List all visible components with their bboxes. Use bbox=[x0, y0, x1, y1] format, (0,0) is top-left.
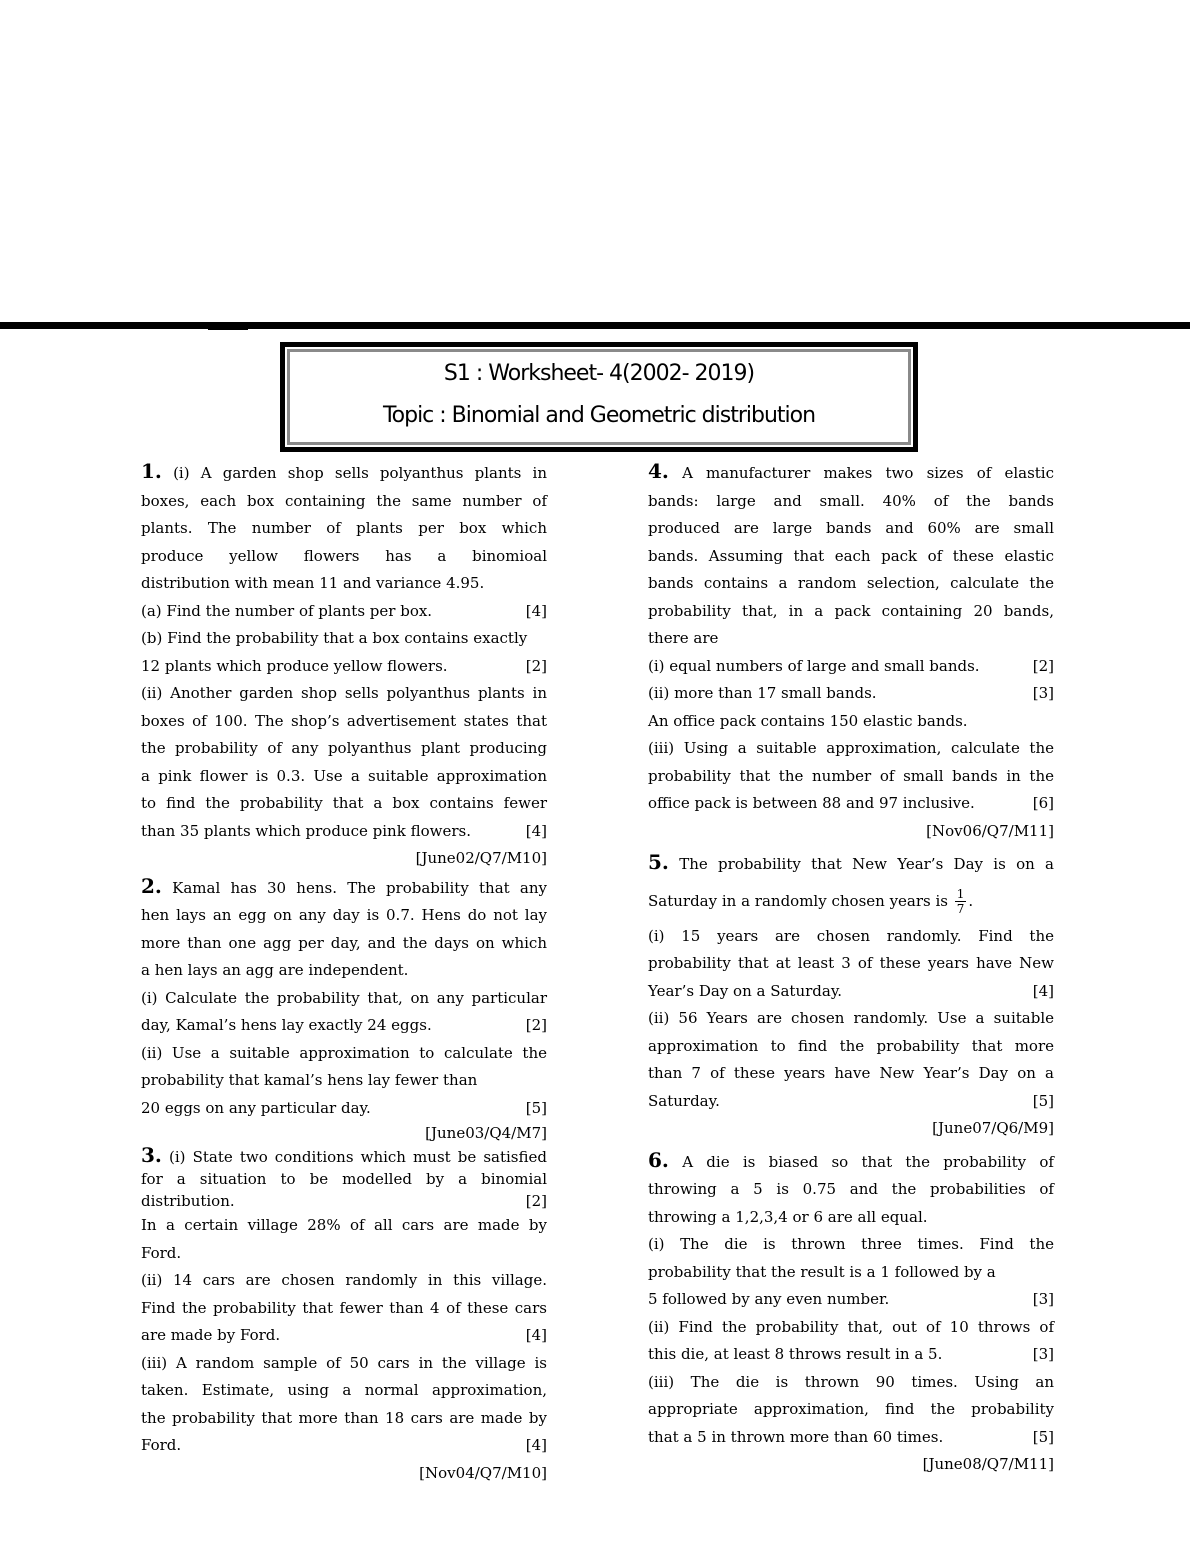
fraction-numerator: 1 bbox=[956, 887, 965, 901]
part-text: the probability of any polyanthus plant producing bbox=[141, 739, 547, 757]
part-text: (i) State two conditions which must be satisfied bbox=[168, 1148, 547, 1166]
part-text: to find the probability that a box contains fewer bbox=[141, 794, 547, 812]
source-reference: [Nov06/Q7/M11] bbox=[926, 821, 1054, 840]
marks: [4] bbox=[525, 1326, 547, 1344]
part-text: (ii) Another garden shop sells polyanthus plants in bbox=[141, 684, 547, 702]
part-text: probability that the number of small bands in the bbox=[648, 766, 1054, 785]
question-text: (i) A garden shop sells polyanthus plants in bbox=[173, 464, 547, 482]
part-text: (iii) Using a suitable approximation, calculate the bbox=[648, 739, 1054, 757]
part-text: day, Kamal’s hens lay exactly 24 eggs. bbox=[141, 1016, 432, 1034]
part-text: for a situation to be modelled by a binomial bbox=[141, 1170, 547, 1188]
question-text: hen lays an egg on any day is 0.7. Hens do not lay bbox=[141, 906, 547, 924]
part-text: a pink flower is 0.3. Use a suitable approximation bbox=[141, 766, 547, 785]
marks: [5] bbox=[1032, 1091, 1054, 1110]
question-number: 2. bbox=[141, 873, 162, 898]
right-column bbox=[648, 458, 1054, 1479]
part-text: this die, at least 8 throws result in a 5. bbox=[648, 1345, 943, 1363]
part-text: (ii) 14 cars are chosen randomly in this village. bbox=[141, 1271, 547, 1289]
part-text: that a 5 in thrown more than 60 times. bbox=[648, 1427, 944, 1446]
question-text: produce yellow flowers has a binomioal bbox=[141, 546, 547, 565]
left-column bbox=[141, 458, 547, 1487]
source-reference: [June08/Q7/M11] bbox=[922, 1455, 1054, 1473]
part-text: 20 eggs on any particular day. bbox=[141, 1098, 371, 1117]
question-5 bbox=[648, 849, 1054, 1143]
marks: [5] bbox=[1032, 1427, 1054, 1446]
question-text-end: . bbox=[968, 891, 974, 910]
marks: [4] bbox=[525, 821, 547, 840]
marks: [2] bbox=[525, 1192, 547, 1210]
question-text: A manufacturer makes two sizes of elastic bbox=[682, 464, 1054, 482]
question-text: bands. Assuming that each pack of these elastic bbox=[648, 546, 1054, 565]
question-text: distribution with mean 11 and variance 4.95. bbox=[141, 574, 485, 592]
question-number: 1. bbox=[141, 459, 162, 483]
part-text: (i) equal numbers of large and small bands. bbox=[648, 656, 980, 675]
marks: [4] bbox=[525, 601, 547, 620]
part-text: appropriate approximation, find the probability bbox=[648, 1400, 1054, 1418]
part-text: Ford. bbox=[141, 1436, 182, 1454]
question-text: Saturday in a randomly chosen years is bbox=[648, 891, 948, 910]
source-reference: [June03/Q4/M7] bbox=[425, 1124, 547, 1142]
marks: [3] bbox=[1032, 684, 1054, 702]
title-box bbox=[280, 342, 918, 452]
top-horizontal-rule bbox=[0, 322, 1190, 329]
question-text: produced are large bands and 60% are small bbox=[648, 519, 1054, 537]
question-text: probability that, in a pack containing 20 bands, bbox=[648, 601, 1054, 620]
part-text: (iii) The die is thrown 90 times. Using an bbox=[648, 1372, 1054, 1391]
question-1 bbox=[141, 458, 547, 873]
part-text: probability that the result is a 1 followed by a bbox=[648, 1262, 996, 1281]
question-text: Ford. bbox=[141, 1243, 182, 1262]
question-number: 4. bbox=[648, 459, 669, 483]
part-text: office pack is between 88 and 97 inclusive. bbox=[648, 794, 975, 812]
fraction bbox=[955, 887, 967, 916]
question-3 bbox=[141, 1144, 547, 1487]
fraction-denominator: 7 bbox=[956, 902, 965, 916]
marks: [3] bbox=[1032, 1290, 1054, 1308]
question-text: more than one agg per day, and the days on which bbox=[141, 933, 547, 952]
part-text: (i) The die is thrown three times. Find the bbox=[648, 1235, 1054, 1253]
question-number: 6. bbox=[648, 1147, 669, 1172]
part-text: Saturday. bbox=[648, 1091, 720, 1110]
worksheet-title: S1 : Worksheet- 4(2002- 2019) bbox=[443, 361, 755, 386]
question-2 bbox=[141, 873, 547, 1145]
question-text: throwing a 1,2,3,4 or 6 are all equal. bbox=[648, 1207, 928, 1226]
question-number: 3. bbox=[141, 1143, 162, 1167]
part-text: Find the probability that fewer than 4 of these cars bbox=[141, 1298, 547, 1317]
question-text: An office pack contains 150 elastic bands. bbox=[648, 711, 968, 730]
marks: [5] bbox=[525, 1098, 547, 1117]
part-text: (ii) Use a suitable approximation to calculate the bbox=[141, 1043, 547, 1062]
worksheet-topic: Topic : Binomial and Geometric distribution bbox=[382, 403, 816, 428]
question-text: bands contains a random selection, calculate the bbox=[648, 574, 1054, 592]
part-text: Year’s Day on a Saturday. bbox=[648, 981, 843, 1000]
part-text: are made by Ford. bbox=[141, 1326, 281, 1344]
question-number: 5. bbox=[648, 850, 669, 874]
part-text: distribution. bbox=[141, 1192, 235, 1210]
part-text: than 35 plants which produce pink flowers. bbox=[141, 821, 471, 840]
part-text: (i) Calculate the probability that, on any particular bbox=[141, 988, 547, 1007]
part-text: 5 followed by any even number. bbox=[648, 1290, 890, 1308]
marks: [6] bbox=[1032, 794, 1054, 812]
question-text: throwing a 5 is 0.75 and the probabilities of bbox=[648, 1180, 1054, 1198]
marks: [2] bbox=[525, 1016, 547, 1034]
part-text: approximation to find the probability that more bbox=[648, 1036, 1054, 1055]
question-text: bands: large and small. 40% of the bands bbox=[648, 491, 1054, 510]
question-text: The probability that New Year’s Day is on a bbox=[679, 855, 1054, 873]
question-4 bbox=[648, 458, 1054, 845]
part-text: (i) 15 years are chosen randomly. Find the bbox=[648, 926, 1054, 945]
part-text: (a) Find the number of plants per box. bbox=[141, 601, 433, 620]
question-text: a hen lays an agg are independent. bbox=[141, 961, 409, 979]
part-text: probability that kamal’s hens lay fewer than bbox=[141, 1071, 478, 1089]
source-reference: [June07/Q6/M9] bbox=[932, 1119, 1054, 1137]
source-reference: [Nov04/Q7/M10] bbox=[419, 1463, 547, 1482]
part-text: (iii) A random sample of 50 cars in the village is bbox=[141, 1353, 547, 1372]
marks: [4] bbox=[525, 1436, 547, 1454]
part-text: 12 plants which produce yellow flowers. bbox=[141, 656, 448, 675]
part-text: (ii) 56 Years are chosen randomly. Use a suitable bbox=[648, 1009, 1054, 1027]
question-text: there are bbox=[648, 629, 719, 647]
part-text: (ii) Find the probability that, out of 10 throws of bbox=[648, 1317, 1054, 1336]
question-text: plants. The number of plants per box which bbox=[141, 519, 547, 537]
source-reference: [June02/Q7/M10] bbox=[415, 849, 547, 867]
part-text: than 7 of these years have New Year’s Day on a bbox=[648, 1064, 1054, 1082]
part-text: (ii) more than 17 small bands. bbox=[648, 684, 877, 702]
part-text: the probability that more than 18 cars are made by bbox=[141, 1408, 547, 1427]
part-text: boxes of 100. The shop’s advertisement states that bbox=[141, 711, 547, 730]
marks: [2] bbox=[1032, 656, 1054, 675]
part-text: probability that at least 3 of these years have New bbox=[648, 954, 1054, 972]
marks: [3] bbox=[1032, 1345, 1054, 1363]
part-text: taken. Estimate, using a normal approximation, bbox=[141, 1381, 547, 1399]
part-text: (b) Find the probability that a box contains exactly bbox=[141, 629, 528, 647]
question-text: boxes, each box containing the same number of bbox=[141, 491, 547, 510]
question-6 bbox=[648, 1147, 1054, 1479]
question-text: A die is biased so that the probability of bbox=[682, 1152, 1054, 1171]
question-text: Kamal has 30 hens. The probability that any bbox=[172, 878, 547, 897]
rule-notch bbox=[208, 328, 248, 330]
question-text: In a certain village 28% of all cars are made by bbox=[141, 1216, 547, 1234]
marks: [4] bbox=[1032, 981, 1054, 1000]
marks: [2] bbox=[525, 656, 547, 675]
